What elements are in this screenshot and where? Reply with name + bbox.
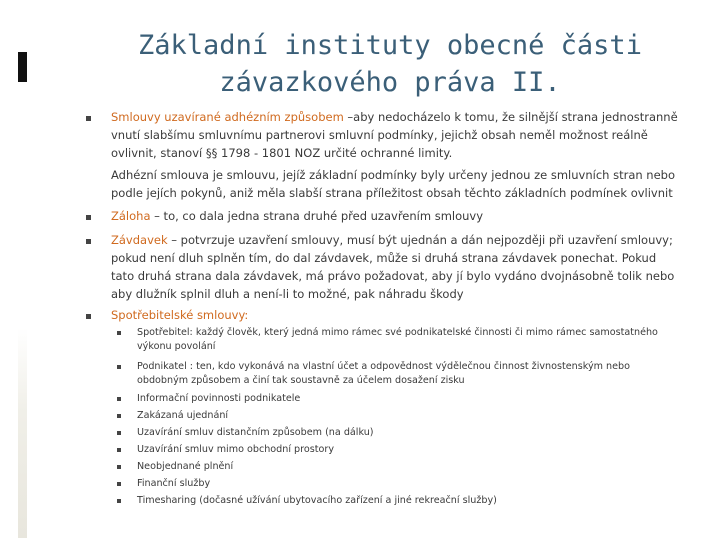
bullet-icon — [86, 116, 91, 121]
sub-bullet-icon — [117, 397, 121, 401]
title-line-2: závazkového práva II. — [219, 67, 561, 98]
list-item — [111, 108, 681, 162]
sub-list-item: Zakázaná ujednání — [137, 410, 229, 421]
sub-bullet-icon — [117, 414, 121, 418]
sub-bullet-icon — [117, 431, 121, 435]
sub-list-item: Uzavírání smluv mimo obchodní prostory — [137, 444, 335, 455]
title-line-1: Základní instituty obecné části — [138, 30, 642, 61]
sub-bullet-icon — [117, 365, 121, 369]
sub-list-item: Neobjednané plnění — [137, 461, 234, 472]
accent-bar — [18, 52, 27, 82]
sub-list-item: Timesharing (dočasné užívání ubytovacího zařízení a jiné rekreační služby) — [137, 495, 497, 506]
list-item — [111, 207, 681, 225]
bullet-icon — [86, 215, 91, 220]
item-text: – to, co dala jedna strana druhé před uzavřením smlouvy — [150, 209, 484, 223]
sub-bullet-icon — [117, 331, 121, 335]
sub-bullet-icon — [117, 482, 121, 486]
decorative-fade — [18, 328, 27, 538]
bullet-icon — [86, 239, 91, 244]
item-text: –aby nedocházelo k tomu, že silnější strana jednostranně vnutí slabšímu smluvnímu partnerovi smluvní podmínky, jejichž obsah neměl možnost reálně ovlivnit, stanoví §§ 1798 - 1801 NOZ určité ochranné limity. — [111, 110, 678, 160]
item-lead: Spotřebitelské smlouvy: — [111, 308, 249, 322]
item-lead: Záloha — [111, 209, 151, 223]
item-lead: Smlouvy uzavírané adhézním způsobem — [111, 110, 344, 124]
sub-list-item: Finanční služby — [137, 478, 211, 489]
sub-list-item: Spotřebitel: každý člověk, který jedná mimo rámec své podnikatelské činnosti či mimo rámec samostatného výkonu povolání — [137, 327, 658, 352]
item-lead: Závdavek — [111, 233, 168, 247]
sub-bullet-icon — [117, 499, 121, 503]
item-text: – potvrzuje uzavření smlouvy, musí být ujednán a dán nejpozději při uzavření smlouvy; pokud není dluh splněn tím, do dal závdavek, může si druhá strana závdavek ponechat. Pokud tato druhá strana dala závdavek, má právo požadovat, aby jí bylo vydáno dvojnásobně tolik nebo aby dlužník splnil dluh a není-li to možné, pak náhradu škody — [111, 233, 675, 301]
sub-list-item: Uzavírání smluv distančním způsobem (na dálku) — [137, 427, 374, 438]
list-item — [111, 231, 681, 303]
sub-bullet-icon — [117, 465, 121, 469]
slide-title — [110, 27, 670, 101]
list-item — [111, 306, 681, 324]
item-text: Adhézní smlouva je smlouvu, jejíž základní podmínky byly určeny jednou ze smluvních stran nebo podle jejích pokynů, aniž měla slabší strana příležitost obsah těchto základních podmínek ovlivnit — [111, 168, 676, 200]
sub-list-item: Informační povinnosti podnikatele — [137, 393, 301, 404]
sub-bullet-icon — [117, 448, 121, 452]
sub-list-item: Podnikatel : ten, kdo vykonává na vlastní účet a odpovědnost výdělečnou činnost živnostenským nebo obdobným způsobem a činí tak soustavně za účelem dosažení zisku — [137, 361, 630, 386]
bullet-icon — [86, 314, 91, 319]
list-item — [111, 166, 681, 202]
